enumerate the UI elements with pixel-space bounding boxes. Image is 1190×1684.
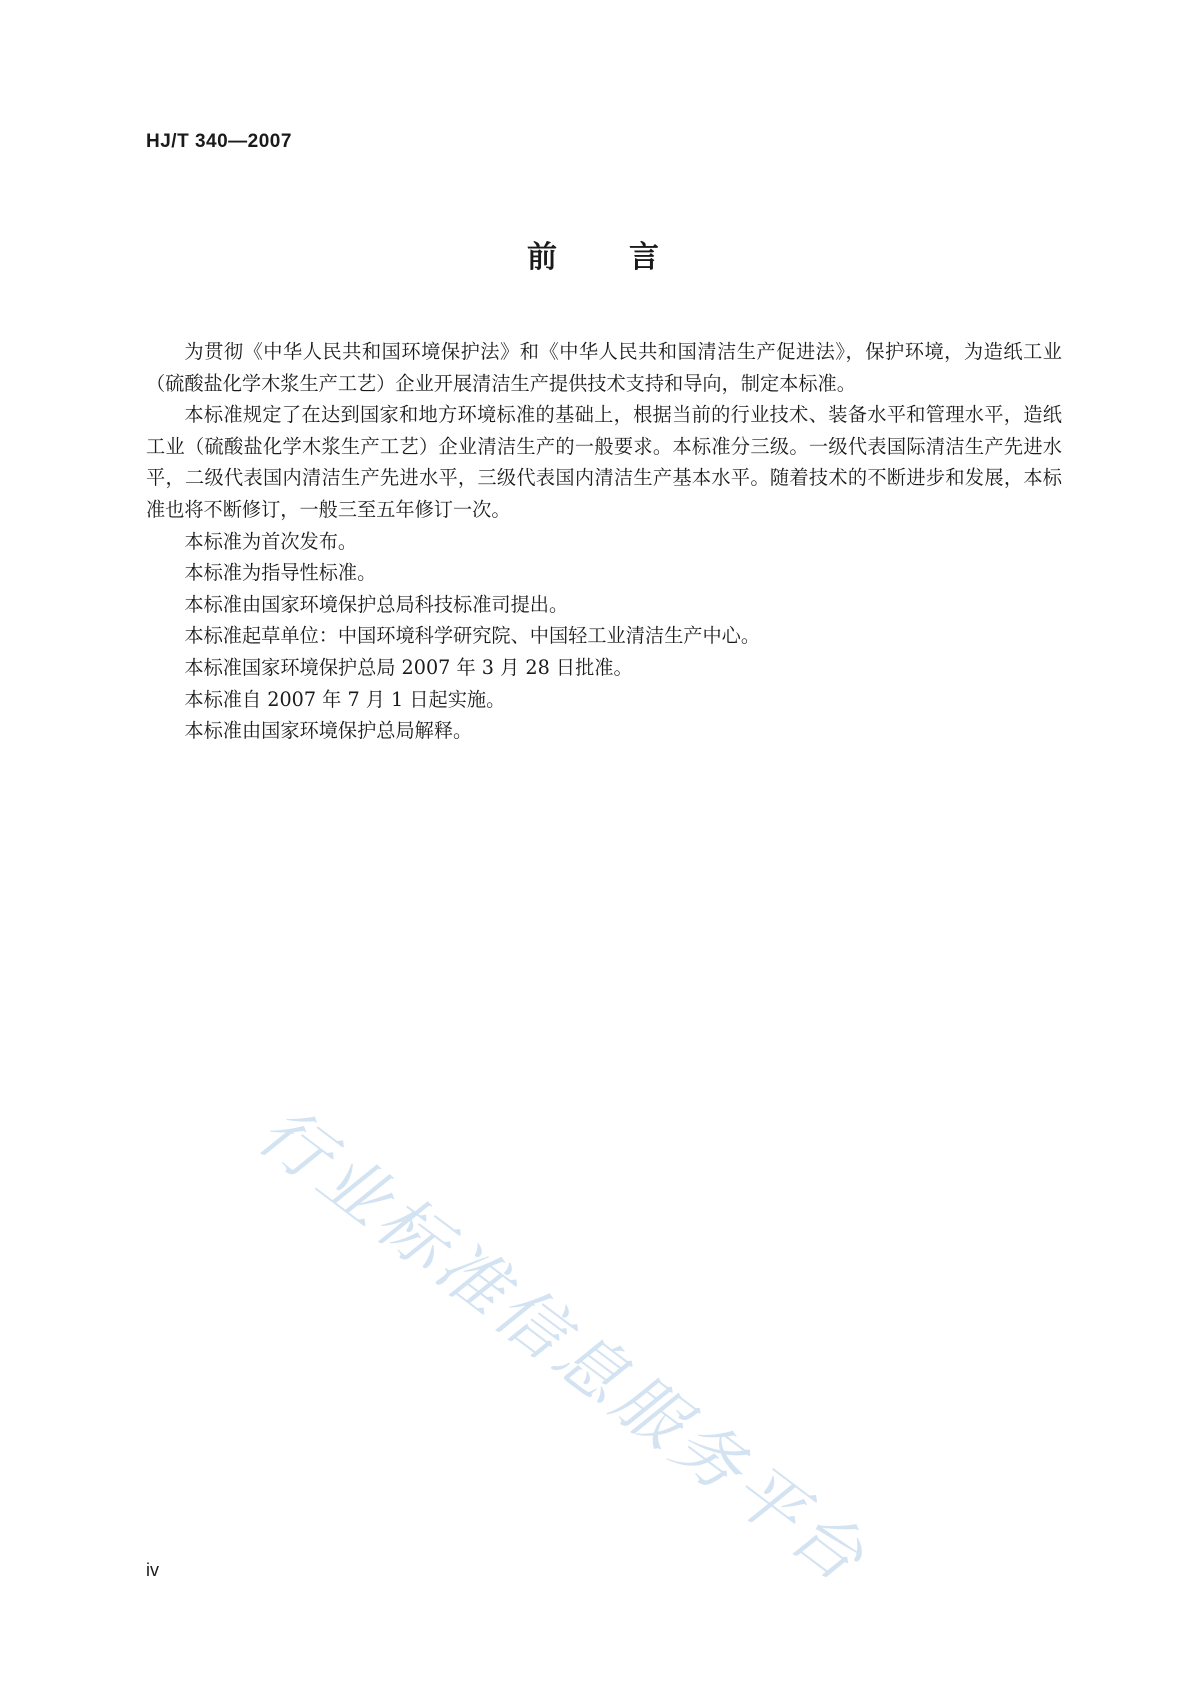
- paragraph: 本标准由国家环境保护总局科技标准司提出。: [184, 592, 569, 616]
- paragraph: 本标准为首次发布。: [184, 529, 358, 553]
- standard-code: HJ/T 340—2007: [146, 131, 292, 152]
- foreword-body: [146, 336, 1062, 747]
- paragraph: 本标准为指导性标准。: [184, 561, 377, 585]
- page-title: 前 言: [527, 240, 663, 275]
- paragraph: 本标准由国家环境保护总局解释。: [184, 719, 473, 743]
- paragraph: 本标准起草单位：中国环境科学研究院、中国轻工业清洁生产中心。: [184, 624, 761, 648]
- paragraph: 本标准国家环境保护总局 2007 年 3 月 28 日批准。: [184, 655, 633, 679]
- paragraph: 本标准自 2007 年 7 月 1 日起实施。: [184, 687, 506, 711]
- watermark: 行业标准信息服务平台: [243, 1091, 882, 1601]
- page-number: iv: [146, 1560, 159, 1580]
- paragraph: 本标准规定了在达到国家和地方环境标准的基础上，根据当前的行业技术、装备水平和管理水平，造纸工业（硫酸盐化学木浆生产工艺）企业清洁生产的一般要求。本标准分三级。一级代表国际清洁生产先进水平，二级代表国内清洁生产先进水平，三级代表国内清洁生产基本水平。随着技术的不断进步和发展，本标准也将不断修订，一般三至五年修订一次。: [146, 403, 1062, 521]
- paragraph: 为贯彻《中华人民共和国环境保护法》和《中华人民共和国清洁生产促进法》，保护环境，为造纸工业（硫酸盐化学木浆生产工艺）企业开展清洁生产提供技术支持和导向，制定本标准。: [146, 340, 1062, 395]
